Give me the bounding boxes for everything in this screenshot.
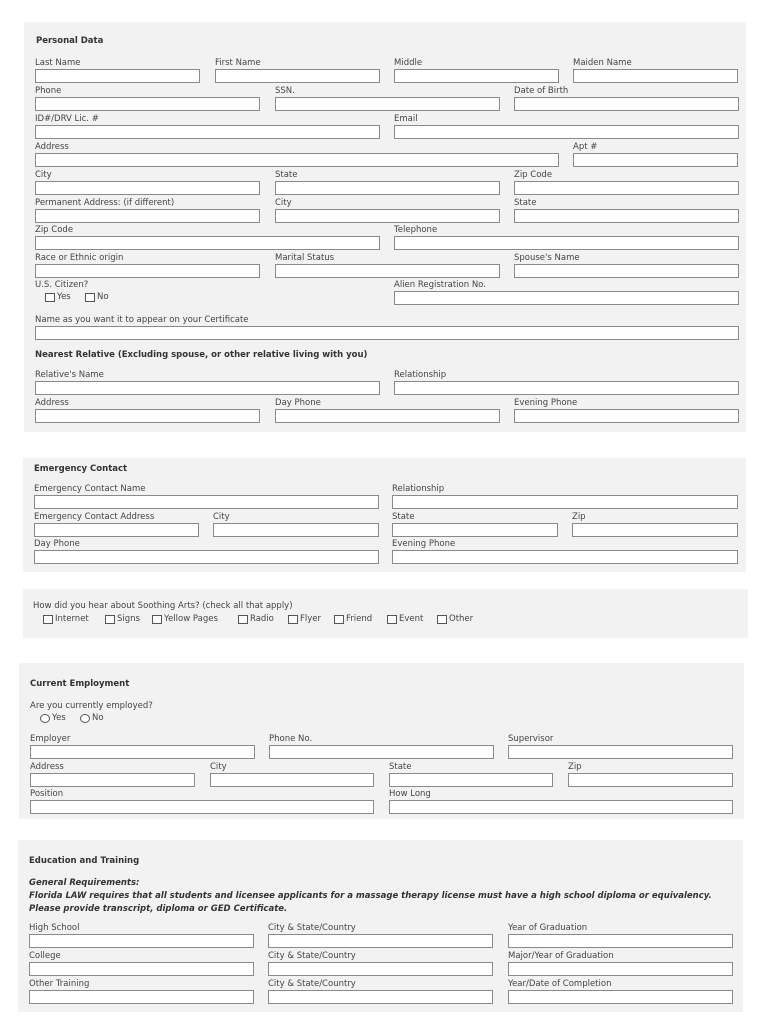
- internet-checkbox[interactable]: [43, 615, 53, 624]
- relative-evening-phone-label: Evening Phone: [514, 398, 578, 408]
- radio-checkbox[interactable]: [238, 615, 248, 624]
- referral-option-radio[interactable]: [238, 614, 274, 624]
- marital-field[interactable]: [275, 264, 500, 278]
- address-label: Address: [35, 142, 69, 152]
- relative-title: Nearest Relative (Excluding spouse, or other relative living with you): [35, 350, 368, 360]
- relative-address-label: Address: [35, 398, 69, 408]
- spouse-field[interactable]: [514, 264, 739, 278]
- maiden-name-label: Maiden Name: [573, 58, 632, 68]
- other-year-label: Year/Date of Completion: [508, 979, 612, 989]
- radio-label: Radio: [250, 614, 274, 624]
- employed-no-label: No: [92, 713, 104, 723]
- relative-evening-phone-field[interactable]: [514, 409, 739, 423]
- emergency-city-field[interactable]: [213, 523, 379, 537]
- telephone-field[interactable]: [394, 236, 739, 250]
- dob-field[interactable]: [514, 97, 739, 111]
- citizen-no-label: No: [97, 292, 109, 302]
- personal-data-title: Personal Data: [36, 36, 104, 46]
- relative-day-phone-field[interactable]: [275, 409, 500, 423]
- referral-option-other[interactable]: [437, 614, 473, 624]
- emergency-relationship-field[interactable]: [392, 495, 738, 509]
- college-city-label: City & State/Country: [268, 951, 356, 961]
- emergency-day-phone-label: Day Phone: [34, 539, 80, 549]
- telephone-label: Telephone: [394, 225, 438, 235]
- employer-phone-label: Phone No.: [269, 734, 313, 744]
- position-field[interactable]: [30, 800, 374, 814]
- phone-field[interactable]: [35, 97, 260, 111]
- relative-name-field[interactable]: [35, 381, 380, 395]
- college-field[interactable]: [29, 962, 254, 976]
- how-long-field[interactable]: [389, 800, 733, 814]
- last-name-field[interactable]: [35, 69, 200, 83]
- hs-year-label: Year of Graduation: [508, 923, 588, 933]
- emergency-title: Emergency Contact: [34, 464, 128, 474]
- friend-label: Friend: [346, 614, 373, 624]
- employer-label: Employer: [30, 734, 71, 744]
- state-label: State: [275, 170, 298, 180]
- employment-title: Current Employment: [30, 679, 130, 689]
- emergency-relationship-label: Relationship: [392, 484, 445, 494]
- referral-option-internet[interactable]: [43, 614, 89, 624]
- employed-yes-option[interactable]: [40, 713, 66, 723]
- other-checkbox[interactable]: [437, 615, 447, 624]
- other-training-label: Other Training: [29, 979, 90, 989]
- college-major-field[interactable]: [508, 962, 733, 976]
- other-label: Other: [449, 614, 474, 624]
- employed-no-option[interactable]: [80, 713, 104, 723]
- how-long-label: How Long: [389, 789, 431, 799]
- emergency-evening-phone-label: Evening Phone: [392, 539, 456, 549]
- perm-address-label: Permanent Address: (if different): [35, 198, 175, 208]
- middle-field[interactable]: [394, 69, 559, 83]
- personal-data-panel: [24, 22, 746, 432]
- other-city-label: City & State/Country: [268, 979, 356, 989]
- citizen-no-option[interactable]: [85, 292, 109, 302]
- employed-no-radio[interactable]: [80, 714, 90, 723]
- college-city-field[interactable]: [268, 962, 493, 976]
- flyer-checkbox[interactable]: [288, 615, 298, 624]
- address-field[interactable]: [35, 153, 559, 167]
- referral-option-yellow-pages[interactable]: [152, 614, 218, 624]
- emergency-zip-field[interactable]: [572, 523, 738, 537]
- internet-label: Internet: [55, 614, 89, 624]
- relative-relationship-label: Relationship: [394, 370, 447, 380]
- referral-option-friend[interactable]: [334, 614, 372, 624]
- referral-option-event[interactable]: [387, 614, 423, 624]
- marital-label: Marital Status: [275, 253, 335, 263]
- middle-label: Middle: [394, 58, 423, 68]
- employed-question: Are you currently employed?: [30, 701, 153, 711]
- emergency-evening-phone-field[interactable]: [392, 550, 738, 564]
- perm-zip-field[interactable]: [35, 236, 380, 250]
- employed-yes-label: Yes: [52, 713, 66, 723]
- apt-field[interactable]: [573, 153, 738, 167]
- race-label: Race or Ethnic origin: [35, 253, 124, 263]
- race-field[interactable]: [35, 264, 260, 278]
- event-label: Event: [399, 614, 424, 624]
- requirements-text: Florida LAW requires that all students and licensee applicants for a massage therapy license must have a high school diploma or equivalency. Please provide transcript, diploma or GED Certificate.: [29, 891, 712, 914]
- emergency-name-field[interactable]: [34, 495, 379, 509]
- perm-state-label: State: [514, 198, 537, 208]
- friend-checkbox[interactable]: [334, 615, 344, 624]
- flyer-label: Flyer: [300, 614, 322, 624]
- zip-field[interactable]: [514, 181, 739, 195]
- emergency-zip-label: Zip: [572, 512, 586, 522]
- emergency-city-label: City: [213, 512, 230, 522]
- emergency-contact-panel: [23, 458, 746, 572]
- other-training-field[interactable]: [29, 990, 254, 1004]
- referral-option-signs[interactable]: [105, 614, 140, 624]
- email-field[interactable]: [394, 125, 739, 139]
- employer-address-label: Address: [30, 762, 64, 772]
- hs-year-field[interactable]: [508, 934, 733, 948]
- certificate-name-field[interactable]: [35, 326, 739, 340]
- citizen-yes-label: Yes: [57, 292, 71, 302]
- citizen-label: U.S. Citizen?: [35, 280, 89, 290]
- ssn-label: SSN.: [275, 86, 295, 96]
- high-school-field[interactable]: [29, 934, 254, 948]
- perm-state-field[interactable]: [514, 209, 739, 223]
- employer-state-field[interactable]: [389, 773, 553, 787]
- citizen-yes-checkbox[interactable]: [45, 293, 55, 302]
- education-panel: [18, 840, 743, 1012]
- emergency-state-field[interactable]: [392, 523, 558, 537]
- id-lic-field[interactable]: [35, 125, 380, 139]
- signs-checkbox[interactable]: [105, 615, 115, 624]
- other-city-field[interactable]: [268, 990, 493, 1004]
- email-label: Email: [394, 114, 418, 124]
- supervisor-label: Supervisor: [508, 734, 554, 744]
- alien-field[interactable]: [394, 291, 739, 305]
- perm-address-field[interactable]: [35, 209, 260, 223]
- employer-city-field[interactable]: [210, 773, 374, 787]
- high-school-label: High School: [29, 923, 80, 933]
- employer-city-label: City: [210, 762, 227, 772]
- alien-label: Alien Registration No.: [394, 280, 486, 290]
- relative-address-field[interactable]: [35, 409, 260, 423]
- first-name-label: First Name: [215, 58, 261, 68]
- emergency-day-phone-field[interactable]: [34, 550, 379, 564]
- college-major-label: Major/Year of Graduation: [508, 951, 614, 961]
- requirements-title: General Requirements:: [29, 878, 140, 888]
- employed-yes-radio[interactable]: [40, 714, 50, 723]
- dob-label: Date of Birth: [514, 86, 569, 96]
- phone-label: Phone: [35, 86, 62, 96]
- employer-zip-field[interactable]: [568, 773, 733, 787]
- apt-label: Apt #: [573, 142, 598, 152]
- state-field[interactable]: [275, 181, 500, 195]
- zip-label: Zip Code: [514, 170, 553, 180]
- employer-zip-label: Zip: [568, 762, 582, 772]
- ssn-field[interactable]: [275, 97, 500, 111]
- perm-city-field[interactable]: [275, 209, 500, 223]
- city-field[interactable]: [35, 181, 260, 195]
- hs-city-label: City & State/Country: [268, 923, 356, 933]
- perm-zip-label: Zip Code: [35, 225, 74, 235]
- emergency-state-label: State: [392, 512, 415, 522]
- emergency-name-label: Emergency Contact Name: [34, 484, 146, 494]
- employer-address-field[interactable]: [30, 773, 195, 787]
- supervisor-field[interactable]: [508, 745, 733, 759]
- relative-name-label: Relative's Name: [35, 370, 104, 380]
- yellow-pages-label: Yellow Pages: [164, 614, 218, 624]
- spouse-label: Spouse's Name: [514, 253, 580, 263]
- emergency-address-label: Emergency Contact Address: [34, 512, 155, 522]
- position-label: Position: [30, 789, 64, 799]
- referral-panel: [23, 589, 748, 638]
- city-label: City: [35, 170, 52, 180]
- college-label: College: [29, 951, 61, 961]
- maiden-name-field[interactable]: [573, 69, 738, 83]
- employer-state-label: State: [389, 762, 412, 772]
- id-lic-label: ID#/DRV Lic. #: [35, 114, 99, 124]
- education-title: Education and Training: [29, 856, 140, 866]
- perm-city-label: City: [275, 198, 292, 208]
- employer-phone-field[interactable]: [269, 745, 494, 759]
- employer-field[interactable]: [30, 745, 255, 759]
- hs-city-field[interactable]: [268, 934, 493, 948]
- referral-option-flyer[interactable]: [288, 614, 321, 624]
- relative-day-phone-label: Day Phone: [275, 398, 321, 408]
- yellow-pages-checkbox[interactable]: [152, 615, 162, 624]
- emergency-address-field[interactable]: [34, 523, 199, 537]
- citizen-no-checkbox[interactable]: [85, 293, 95, 302]
- relative-relationship-field[interactable]: [394, 381, 739, 395]
- last-name-label: Last Name: [35, 58, 81, 68]
- signs-label: Signs: [117, 614, 140, 624]
- first-name-field[interactable]: [215, 69, 380, 83]
- employment-panel: [19, 663, 744, 819]
- citizen-yes-option[interactable]: [45, 292, 71, 302]
- other-year-field[interactable]: [508, 990, 733, 1004]
- certificate-name-label: Name as you want it to appear on your Certificate: [35, 315, 249, 325]
- referral-question: How did you hear about Soothing Arts? (check all that apply): [33, 601, 293, 611]
- event-checkbox[interactable]: [387, 615, 397, 624]
